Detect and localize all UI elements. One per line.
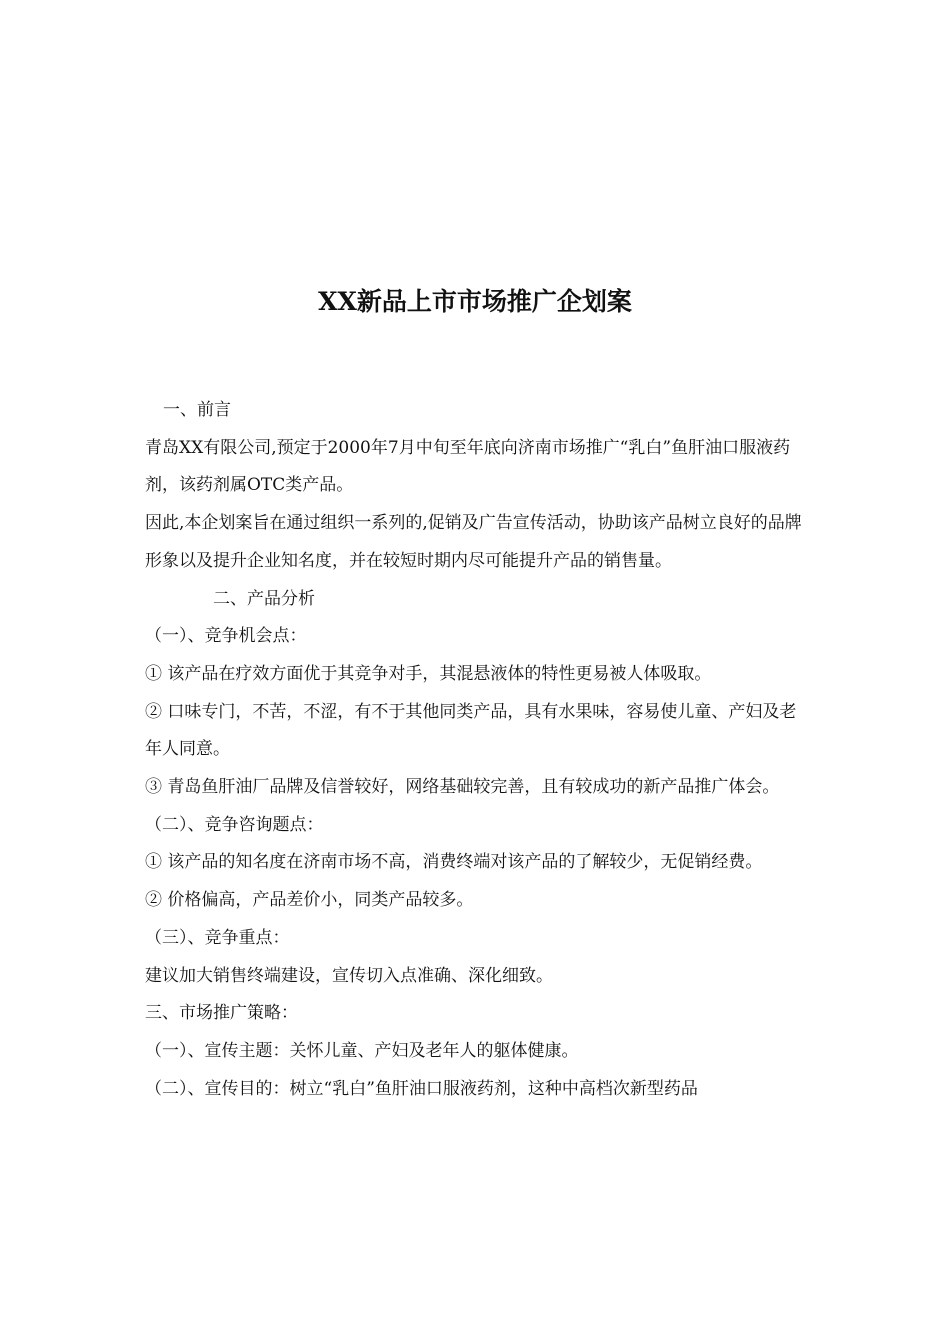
section-heading-strategy: 三、市场推广策略：	[145, 1003, 298, 1024]
list-item-opportunity-3: ③ 青岛鱼肝油厂品牌及信誉较好，网络基础较完善，且有较成功的新产品推广体会。	[145, 777, 780, 798]
paragraph-focus: 建议加大销售终端建设，宣传切入点准确、深化细致。	[145, 965, 553, 986]
paragraph-goal: （二）、宣传目的：树立“乳白”鱼肝油口服液药剂，这种中高档次新型药品	[145, 1078, 698, 1099]
subheading-opportunities: （一）、竞争机会点：	[145, 626, 307, 647]
paragraph-intro: 青岛XX有限公司,预定于2000年7月中旬至年底向济南市场推广“乳白”鱼肝油口服液药剂，该药剂属OTC类产品。	[145, 437, 791, 496]
paragraph-purpose: 因此,本企划案旨在通过组织一系列的,促销及广告宣传活动，协助该产品树立良好的品牌形象以及提升企业知名度，并在较短时期内尽可能提升产品的销售量。	[145, 513, 802, 571]
subheading-problems: （二）、竞争咨询题点：	[145, 814, 324, 835]
subheading-focus: （三）、竞争重点：	[145, 927, 290, 948]
list-item-problem-1: ① 该产品的知名度在济南市场不高，消费终端对该产品的了解较少，无促销经费。	[145, 852, 763, 873]
paragraph-theme: （一）、宣传主题：关怀儿童、产妇及老年人的躯体健康。	[145, 1040, 579, 1061]
section-heading-preface: 一、前言	[163, 400, 231, 420]
list-item-opportunity-2: ② 口味专门，不苦，不涩，有不于其他同类产品，具有水果味，容易使儿童、产妇及老年人同意。	[145, 701, 797, 760]
list-item-problem-2: ② 价格偏高，产品差价小，同类产品较多。	[145, 890, 474, 911]
document-body	[145, 392, 810, 1108]
list-item-opportunity-1: ① 该产品在疗效方面优于其竞争对手，其混悬液体的特性更易被人体吸取。	[145, 663, 712, 684]
document-title: XX新品上市市场推广企划案	[318, 287, 632, 316]
section-heading-product-analysis: 二、产品分析	[213, 588, 315, 609]
